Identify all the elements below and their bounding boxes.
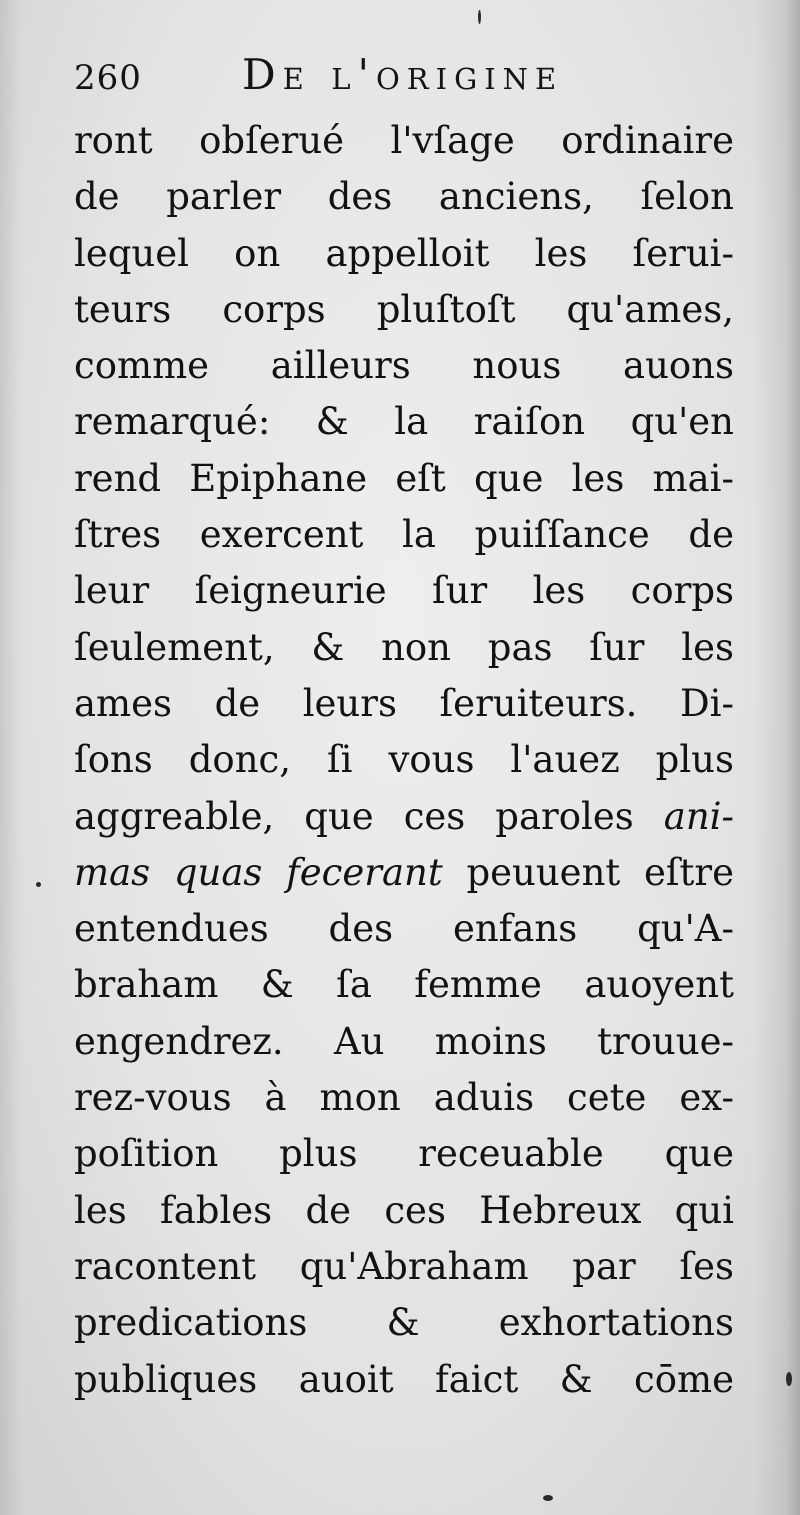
text-line: ſtres exercent la puiſſance de [74,513,734,557]
text-line: rend Epiphane eſt que les mai- [74,456,734,500]
page-header [74,50,734,110]
italic-run: ani- [663,794,734,838]
text-line: engendrez. Au moins trouue- [74,1019,734,1063]
page-edge-shadow [754,0,800,1515]
text-line: teurs corps pluſtoſt qu'ames, [74,287,734,331]
text-line: leur ſeigneurie ſur les corps [74,569,734,613]
text-line: braham & ſa femme auoyent [74,963,734,1007]
text-line: ſons donc, ſi vous l'auez plus [74,738,734,782]
text-line: comme ailleurs nous auons [74,344,734,388]
ink-speck [478,10,481,24]
text-line: ames de leurs ſeruiteurs. Di- [74,681,734,725]
running-head: De l'origine [242,50,564,99]
text-line: entendues des enfans qu'A- [74,907,734,951]
ink-speck [36,882,41,887]
page-number: 260 [74,58,142,98]
text-line-mixed [74,845,734,901]
ink-speck [786,1372,792,1386]
page-gutter-shadow [0,0,22,1515]
roman-run: aggreable, que ces paroles [74,794,634,838]
text-line: predications & exhortations [74,1301,734,1345]
text-line: les fables de ces Hebreux qui [74,1188,734,1232]
text-line: publiques auoit faict & cōme [74,1357,734,1401]
text-line: de parler des anciens, ſelon [74,175,734,219]
text-line: ſeulement, & non pas ſur les [74,625,734,669]
text-line: rez-vous à mon aduis cete ex- [74,1076,734,1120]
text-line: lequel on appelloit les ſerui- [74,231,734,275]
italic-run: mas quas fecerant [74,850,443,894]
roman-run: peuuent eſtre [466,850,735,894]
text-line: racontent qu'Abraham par ſes [74,1244,734,1288]
text-line: ront obſerué l'vſage ordinaire [74,119,734,162]
ink-speck [543,1495,553,1501]
text-line: poſition plus receuable que [74,1132,734,1176]
text-line: remarqué: & la raiſon qu'en [74,400,734,444]
text-line-mixed [74,789,734,845]
body-text [74,113,734,1408]
